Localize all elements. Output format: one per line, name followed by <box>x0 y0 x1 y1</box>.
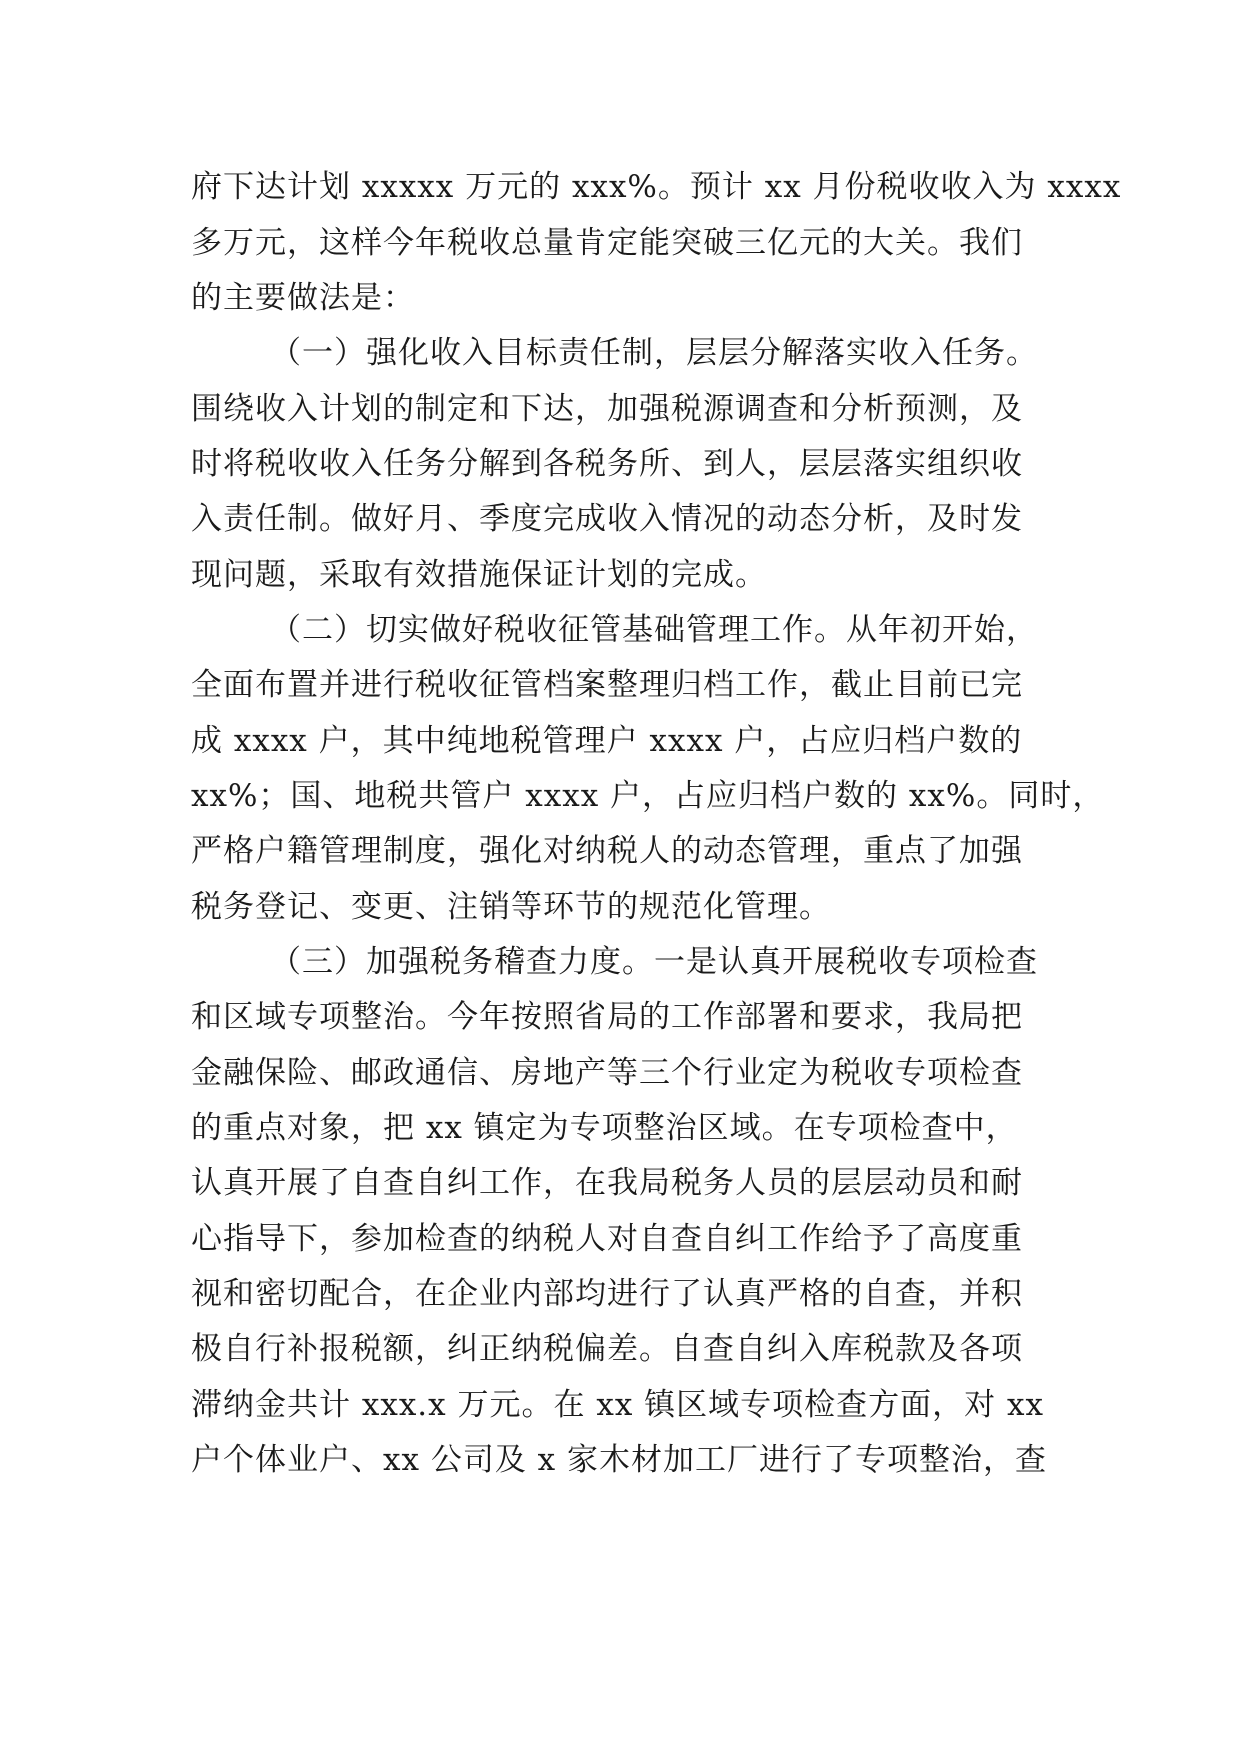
text-line: 极自行补报税额，纠正纳税偏差。自查自纠入库税款及各项 <box>191 1331 1023 1367</box>
paragraph-heading-3: （三）加强税务稽查力度。一是认真开展税收专项检查 <box>270 944 1038 980</box>
text-line: 现问题，采取有效措施保证计划的完成。 <box>191 557 767 593</box>
text-line: 和区域专项整治。今年按照省局的工作部署和要求，我局把 <box>191 999 1023 1035</box>
text-line: 全面布置并进行税收征管档案整理归档工作，截止目前已完 <box>191 667 1023 703</box>
text-line: 的重点对象，把 xx 镇定为专项整治区域。在专项检查中， <box>191 1110 1018 1146</box>
text-line: 认真开展了自查自纠工作，在我局税务人员的层层动员和耐 <box>191 1165 1023 1201</box>
paragraph-heading-2: （二）切实做好税收征管基础管理工作。从年初开始， <box>270 612 1038 648</box>
text-line: 滞纳金共计 xxx.x 万元。在 xx 镇区域专项检查方面，对 xx <box>191 1387 1044 1423</box>
text-line: 视和密切配合，在企业内部均进行了认真严格的自查，并积 <box>191 1276 1023 1312</box>
text-line: 府下达计划 xxxxx 万元的 xxx%。预计 xx 月份税收收入为 xxxx <box>191 169 1122 205</box>
text-line: xx%；国、地税共管户 xxxx 户，占应归档户数的 xx%。同时， <box>191 778 1105 814</box>
text-line: 金融保险、邮政通信、房地产等三个行业定为税收专项检查 <box>191 1055 1023 1091</box>
text-line: 多万元，这样今年税收总量肯定能突破三亿元的大关。我们 <box>191 225 1023 261</box>
text-line: 时将税收收入任务分解到各税务所、到人，层层落实组织收 <box>191 446 1023 482</box>
text-line: 心指导下，参加检查的纳税人对自查自纠工作给予了高度重 <box>191 1221 1023 1257</box>
text-line: 入责任制。做好月、季度完成收入情况的动态分析，及时发 <box>191 501 1023 537</box>
paragraph-heading-1: （一）强化收入目标责任制，层层分解落实收入任务。 <box>270 335 1038 371</box>
text-line: 税务登记、变更、注销等环节的规范化管理。 <box>191 889 831 925</box>
text-line: 成 xxxx 户，其中纯地税管理户 xxxx 户，占应归档户数的 <box>191 723 1023 759</box>
text-line: 围绕收入计划的制定和下达，加强税源调查和分析预测，及 <box>191 391 1023 427</box>
text-line: 户个体业户、xx 公司及 x 家木材加工厂进行了专项整治，查 <box>191 1442 1048 1478</box>
text-line: 的主要做法是： <box>191 280 415 316</box>
text-line: 严格户籍管理制度，强化对纳税人的动态管理，重点了加强 <box>191 833 1023 869</box>
